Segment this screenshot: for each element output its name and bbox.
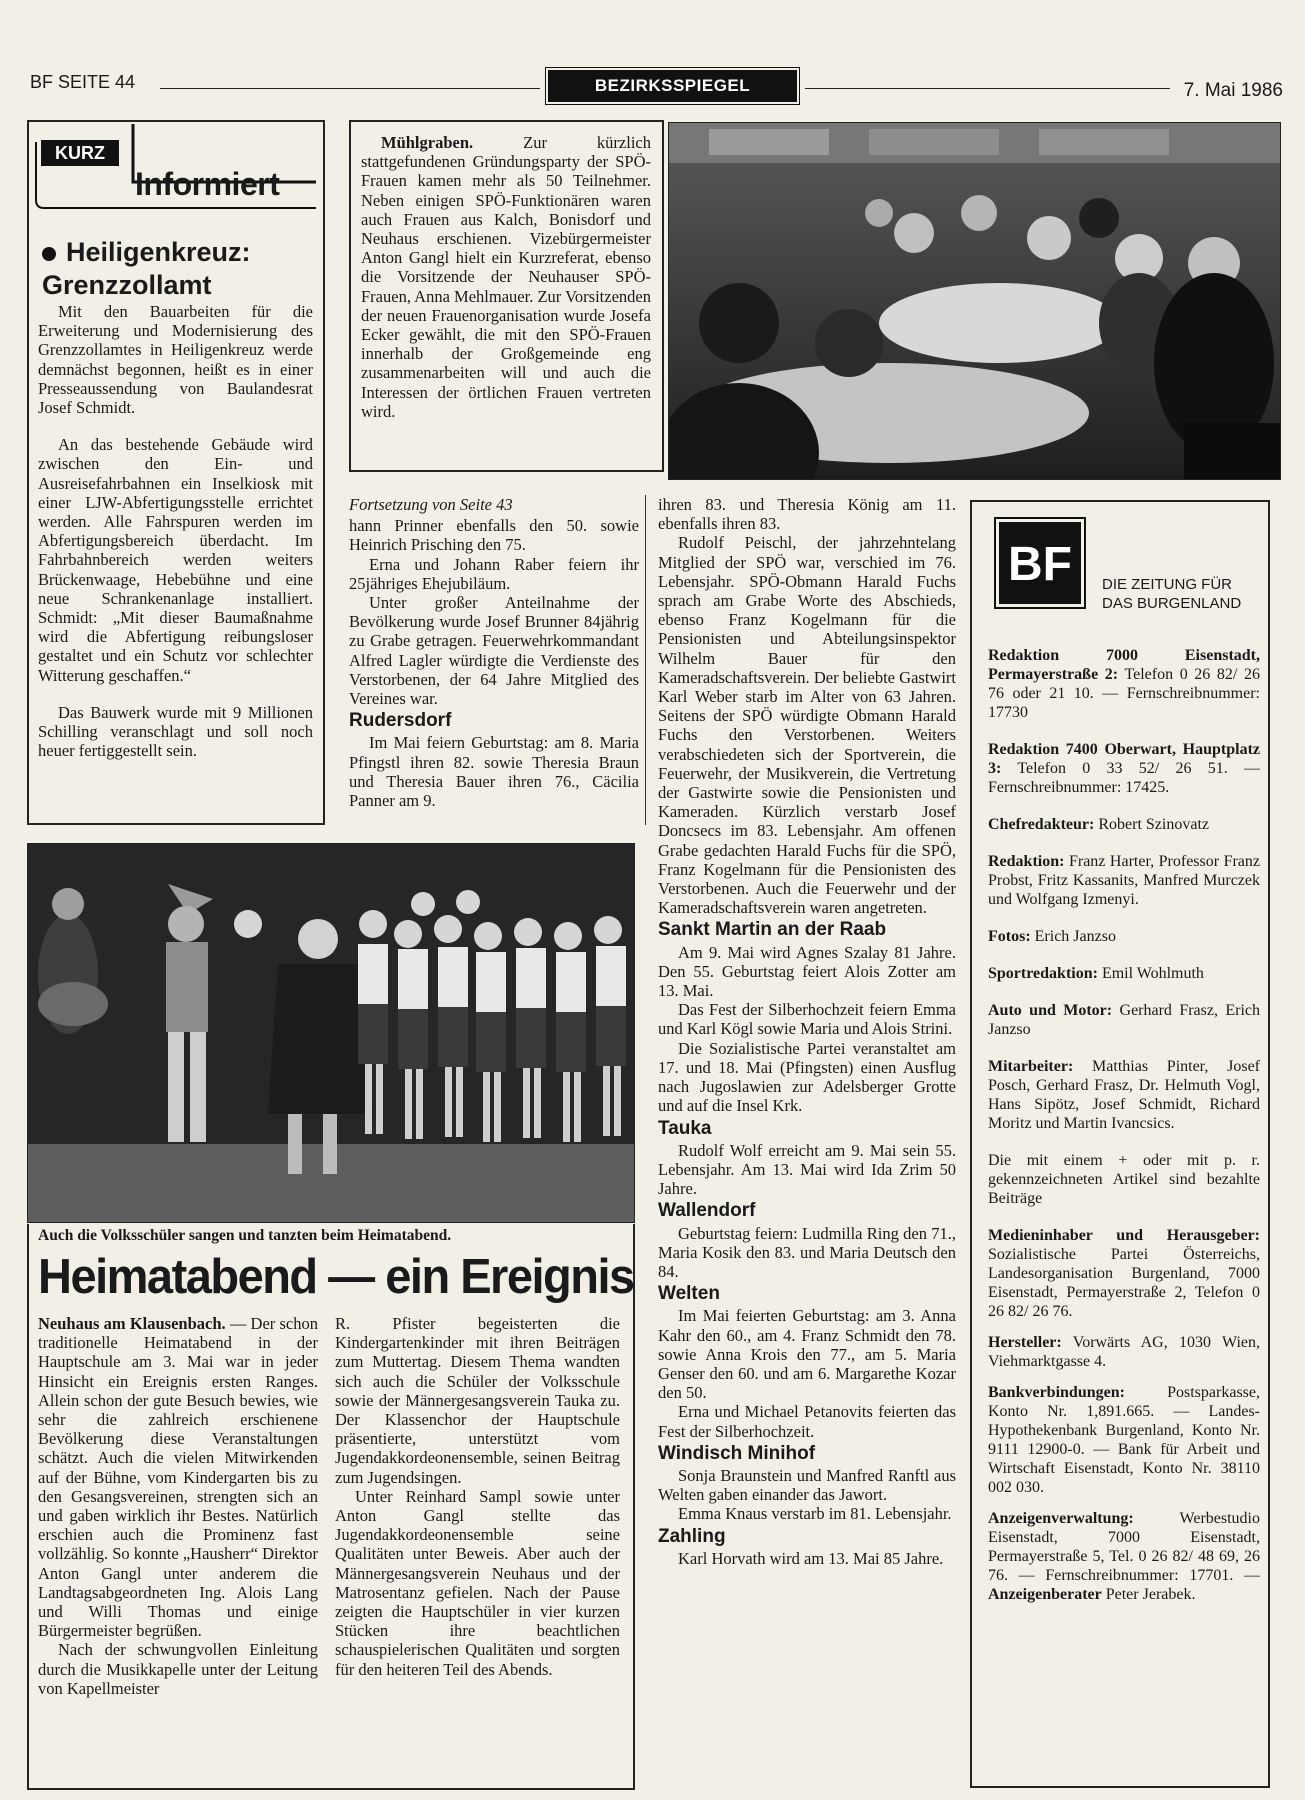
- paragraph: Unter großer Anteilnahme der Bevölkerung wurde Josef Brunner 84jährig zu Grabe getragen. Feuerwehrkommandant Alfred Lagler würdigte die Verdienste des Verstorbenen, der 64 Jahre Mitglied des Vereines war.: [349, 593, 639, 709]
- column-rule: [645, 495, 646, 825]
- heiligenkreuz-article: [38, 302, 313, 778]
- paragraph: Das Bauwerk wurde mit 9 Millionen Schilling veranschlagt und soll noch heuer fertiggestellt sein.: [38, 702, 313, 761]
- paragraph: hann Prinner ebenfalls den 50. sowie Heinrich Prisching den 75.: [349, 516, 639, 555]
- place-name: Mühlgraben.: [381, 133, 474, 152]
- paragraph: Nach der schwungvollen Einleitung durch die Musikkapelle unter der Leitung von Kapellmeister: [38, 1640, 318, 1698]
- paragraph: R. Pfister begeisterten die Kindergartenkinder mit ihren Beiträgen zum Muttertag. Diesem Thema wandten sich auch die Schüler der Volksschule sowie der Männergesangsverein Tauka zu. Der Klassenchor der Hauptschule präsentierte, unterstützt vom Jugendakkordeonensemble, seinen Beitrag zum Jugendsingen.: [335, 1314, 620, 1487]
- paragraph: Karl Horvath wird am 13. Mai 85 Jahre.: [678, 1548, 944, 1568]
- paid-content-note: Die mit einem + oder mit p. r. gekennzeichneten Artikel sind bezahlte Beiträge: [988, 1152, 1260, 1207]
- informiert-word: Informiert: [135, 166, 280, 202]
- heimatabend-column-1: Neuhaus am Klausenbach. — Der schon traditionelle Heimatabend in der Hauptschule am 3. Mai war in jeder Hinsicht ein Ereignis ersten Ranges. Allein schon der gute Besuch bewies, wie sehr die zahlreich erschienene Bevölkerung diese Veranstaltungen schätzt. Auch die vielen Mitwirkenden auf der Bühne, vom Kindergarten bis zu den Gesangsvereinen, strengten sich an und gaben wirklich ihr Bestes. Natürlich erschien auch die Prominenz fast vollzählig. So konnte „Hausherr“ Direktor Anton Gangl unter anderem die Landtagsabgeordneten Ing. Alois Lang und Willi Thomas und einige Bürgermeister begrüßen. Nach der schwungvollen Einleitung durch die Musikkapelle unter der Leitung von Kapellmeister: [38, 1314, 318, 1698]
- subhead-rudersdorf: Rudersdorf: [349, 710, 452, 732]
- continued-from-label: Fortsetzung von Seite 43: [349, 495, 513, 514]
- heimatabend-column-2: [335, 1314, 620, 1679]
- paragraph: Rudolf Peischl, der jahrzehntelang Mitglied der SPÖ war, verschied im 76. Lebensjahr. SPÖ-Obmann Harald Fuchs sprach am Grabe Worte des Abschieds, ebenso Franz Kogelmann für die Pensionisten und Abteilungsinspektor Wilhelm Bauer für den Kameradschaftsverein. Der beliebte Gastwirt Karl Weber starb im Alter von 63 Jahren. Seitens der SPÖ würdigte Obmann Harald Fuchs den Verstorbenen. Weiters verabschiedeten sich der Sportverein, die Feuerwehr, der Musikverein, die Vertretung der Gastwirte sowie die Pensionisten und Kameraden. Kürzlich verstarb Josef Doncsecs im 83. Lebensjahr. Am offenen Grabe gedachten Harald Fuchs für die SPÖ, Franz Kogelmann für die Pensionisten des Verstorbenen. Auch die Feuerwehr und der Kameradschaftsverein waren angetreten.: [658, 533, 956, 918]
- section-banner: BEZIRKSSPIEGEL: [548, 70, 797, 102]
- subhead-tauka: Tauka: [658, 1117, 712, 1139]
- paragraph: Im Mai feiern Geburtstag: am 8. Maria Pfingstl ihren 82. sowie Theresia Braun und Theresia Bauer ihren 76., Cäcilia Panner am 9.: [349, 733, 639, 811]
- bf-tagline: DIE ZEITUNG FÜR DAS BURGENLAND: [1102, 576, 1242, 612]
- paragraph: An das bestehende Gebäude wird zwischen den Ein- und Ausreisefahrbahnen ein Inselkiosk mit einer LJW-Abfertigungsstelle errichtet werden. Alle Fahrspuren werden im Abfertigungsbereich überdacht. Im Fahrbahnbereich werden weiters Brückenwaage, Hebebühne und eine neue Schrankenanlage installiert. Schmidt: „Mit dieser Baumaßnahme wird die Abfertigung reibungsloser gestaltet und ein Schutz vor schlechter Witterung geschaffen.“: [38, 435, 313, 685]
- subhead-wallendorf: Wallendorf: [658, 1200, 756, 1222]
- header-rule-left: [160, 88, 540, 89]
- local-news-column: [658, 495, 956, 1568]
- paragraph: Mit den Bauarbeiten für die Erweiterung und Modernisierung des Grenzzollamtes in Heiligenkreuz werde demnächst begonnen, heißt es in einer Presseaussendung von Baulandesrat Josef Schmidt.: [38, 302, 313, 418]
- paragraph: Rudolf Wolf erreicht am 9. Mai sein 55. Lebensjahr. Am 13. Mai wird Ida Zrim 50 Jahre.: [658, 1140, 956, 1199]
- paragraph: Im Mai feierten Geburtstag: am 3. Anna Kahr den 60., am 4. Franz Schmidt den 78. sowie Anna Krois den 77., am 5. Maria Genser den 60. und am 6. Margarethe Kozar den 50.: [658, 1306, 956, 1403]
- header-rule-right: [805, 88, 1170, 89]
- subhead-zahling: Zahling: [658, 1525, 726, 1547]
- paragraph: Geburtstag feiern: Ludmilla Ring den 71., Maria Kosik den 83. und Maria Deutsch den 84.: [658, 1223, 956, 1281]
- paragraph: Das Fest der Silberhochzeit feiern Emma und Karl Kögl sowie Maria und Alois Strini.: [658, 1000, 956, 1039]
- heimatabend-photo: [27, 843, 635, 1223]
- subhead-windisch-minihof: Windisch Minihof: [658, 1442, 816, 1464]
- paragraph: ihren 83. und Theresia König am 11. ebenfalls ihren 83.: [658, 495, 956, 534]
- muehlgraben-article: Mühlgraben. Zur kürzlich stattgefundenen Gründungsparty der SPÖ-Frauen kamen mehr als 50 Teilnehmer. Neben einigen SPÖ-Funktionären waren auch Frauen aus Kalch, Bonisdorf und Neuhaus erschienen. Vizebürgermeister Anton Gangl hielt ein Kurzreferat, ebenso die Vorsitzende der Neuhauser SPÖ-Frauen, Anna Mehlmauer. Zur Vorsitzenden der neuen Frauenorganisation wurde Josefa Ecker gewählt, die mit den SPÖ-Frauen innerhalb der Großgemeinde eng zusammenarbeiten will und auch die Interessen der örtlichen Frauen vertreten wird.: [361, 133, 651, 421]
- bullet-icon: [42, 247, 56, 261]
- kurz-tag: KURZ: [41, 140, 119, 166]
- photo-caption: Auch die Volksschüler sangen und tanzten beim Heimatabend.: [38, 1227, 452, 1244]
- paragraph: Am 9. Mai wird Agnes Szalay 81 Jahre. Den 55. Geburtstag feiert Alois Zotter am 13. Mai.: [658, 942, 956, 1001]
- paragraph: Erna und Johann Raber feiern ihr 25jähriges Ehejubiläum.: [349, 554, 639, 593]
- place-name: Neuhaus am Klausenbach.: [38, 1314, 226, 1333]
- issue-date: 7. Mai 1986: [1183, 80, 1283, 101]
- continuation-column: [349, 495, 639, 810]
- paragraph: Erna und Michael Petanovits feierten das Fest der Silberhochzeit.: [658, 1402, 956, 1441]
- bf-logo: BF: [999, 522, 1081, 604]
- imprint-text: Redaktion 7000 Eisenstadt, Permayerstraße 2: Telefon 0 26 82/ 26 76 oder 21 10. — Fernschreibnummer: 17730 Redaktion 7400 Oberwart, Hauptplatz 3: Telefon 0 33 52/ 26 51. — Fernschreibnummer: 17425. Chefredakteur: Robert Szinovatz Redaktion: Franz Harter, Professor Franz Probst, Fritz Kassanits, Manfred Murczek und Wolfgang Izmenyi. Fotos: Erich Janzso Sportredaktion: Emil Wohlmuth Auto und Motor: Gerhard Frasz, Erich Janzso Mitarbeiter: Matthias Pinter, Josef Posch, Gerhard Frasz, Dr. Helmuth Vogl, Hans Sipötz, Josef Schmidt, Richard Moritz und Martin Ivancsics. Die mit einem + oder mit p. r. gekennzeichneten Artikel sind bezahlte Beiträge Medieninhaber und Herausgeber: Sozialistische Partei Österreichs, Landesorganisation Burgenland, 7000 Eisenstadt, Permayerstraße 2, Telefon 0 26 82/ 26 76. Hersteller: Vorwärts AG, 1030 Wien, Viehmarktgasse 4. Bankverbindungen: Postsparkasse, Konto Nr. 1,891.665. — Landes-Hypothekenbank Burgenland, Konto Nr. 9111 12900-0. — Bank für Arbeit und Wirtschaft Eisenstadt, Konto Nr. 38110 002 030. Anzeigenverwaltung: Werbestudio Eisenstadt, 7000 Eisenstadt, Permayerstraße 5, Tel. 0 26 82/ 48 69, 26 76. — Fernschreibnummer: 17701. — Anzeigenberater Peter Jerabek.: [988, 647, 1261, 1603]
- subhead-welten: Welten: [658, 1283, 720, 1305]
- heimatabend-headline: Heimatabend — ein Ereignis: [38, 1247, 634, 1304]
- paragraph: Unter Reinhard Sampl sowie unter Anton Gangl stellte das Jugendakkordeonensemble seine Qualitäten unter Beweis. Aber auch der Männergesangsverein Neuhaus und der Matrosentanz gefielen. Nach der Pause zeigten die Hauptschüler in vier kurzen Stücken ihre beachtlichen schauspielerischen Qualitäten und sorgten für den heiteren Teil des Abends.: [335, 1486, 620, 1679]
- paragraph: Emma Knaus verstarb im 81. Lebensjahr.: [678, 1504, 952, 1524]
- party-photo: [668, 122, 1281, 480]
- subhead-sankt-martin: Sankt Martin an der Raab: [658, 919, 887, 941]
- paragraph: Sonja Braunstein und Manfred Ranftl aus Welten gaben einander das Jawort.: [658, 1465, 956, 1505]
- page-number: BF SEITE 44: [30, 72, 136, 92]
- heiligenkreuz-headline: Heiligenkreuz: Grenzzollamt: [42, 237, 251, 300]
- paragraph: Die Sozialistische Partei veranstaltet am 17. und 18. Mai (Pfingsten) einen Ausflug nach Jugoslawien zur Adelsberger Grotte und auf die Insel Krk.: [658, 1038, 956, 1116]
